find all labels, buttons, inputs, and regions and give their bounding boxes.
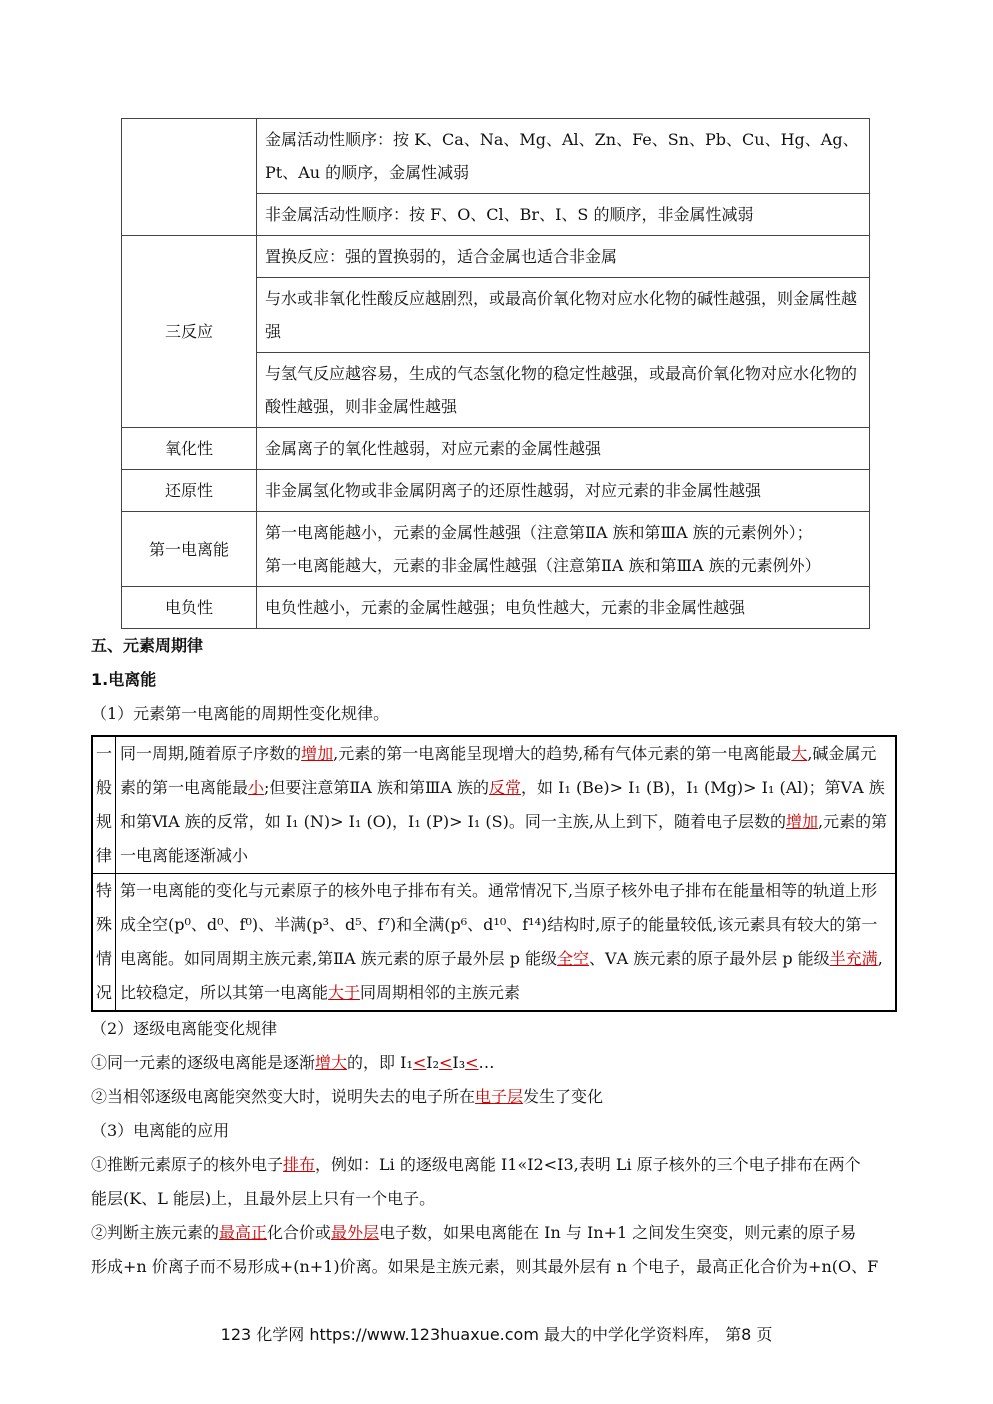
table-cell: 与氢气反应越容易，生成的气态氢化物的稳定性越强，或最高价氧化物对应水化物的酸性越强，则非金属性越强 bbox=[257, 353, 870, 428]
answer-blank: 大于 bbox=[328, 983, 361, 1002]
ionization-energy-table bbox=[91, 735, 897, 1012]
paragraph-line: 能层(K、L 能层)上，且最外层上只有一个电子。 bbox=[91, 1189, 436, 1208]
text-run: ①同一元素的逐级电离能是逐渐 bbox=[91, 1053, 316, 1072]
table-cell: 金属活动性顺序：按 K、Ca、Na、Mg、Al、Zn、Fe、Sn、Pb、Cu、Hg、Ag、Pt、Au 的顺序，金属性减弱 bbox=[257, 119, 870, 194]
text-run: 同一周期,随着原子序数的 bbox=[120, 744, 302, 763]
text-run: ①推断元素原子的核外电子 bbox=[91, 1155, 284, 1174]
row-label: 一般规律 bbox=[92, 736, 116, 874]
table-row bbox=[122, 428, 870, 470]
row-label: 特殊情况 bbox=[92, 874, 116, 1012]
row-label: 电负性 bbox=[122, 587, 257, 629]
answer-blank: 反常 bbox=[489, 778, 522, 797]
text-run: ，如 I₁ (Be)> I₁ (B)，I₁ (Mg)> I₁ (Al)；第ⅤA 族和第ⅥA 族的反常，如 I₁ (N)> I₁ (O)，I₁ (P)> I₁ (S)。同一主族,从上到下，随着电子层数的 bbox=[120, 778, 885, 831]
table-cell: 金属离子的氧化性越弱，对应元素的金属性越强 bbox=[257, 428, 870, 470]
answer-blank: 排布 bbox=[283, 1155, 316, 1174]
text-run: 同周期相邻的主族元素 bbox=[360, 983, 521, 1002]
item-title: （2）逐级电离能变化规律 bbox=[91, 1019, 278, 1038]
answer-blank: 半充满 bbox=[829, 949, 878, 968]
answer-blank: < bbox=[439, 1053, 453, 1072]
text-run: I₂ bbox=[426, 1053, 439, 1072]
answer-blank: 小 bbox=[248, 778, 265, 797]
table-row bbox=[122, 236, 870, 278]
paragraph-line bbox=[91, 1223, 856, 1243]
table-cell-empty bbox=[122, 119, 257, 236]
row-label: 还原性 bbox=[122, 470, 257, 512]
text-run: ②判断主族元素的 bbox=[91, 1223, 220, 1242]
row-label: 三反应 bbox=[122, 236, 257, 428]
paragraph-line: 形成+n 价离子而不易形成+(n+1)价离。如果是主族元素，则其最外层有 n 个电子，最高正化合价为+n(O、F bbox=[91, 1257, 879, 1276]
text-run: ;但要注意第ⅡA 族和第ⅢA 族的 bbox=[264, 778, 490, 797]
table-cell: 非金属活动性顺序：按 F、O、Cl、Br、I、S 的顺序，非金属性减弱 bbox=[257, 194, 870, 236]
table-row bbox=[122, 470, 870, 512]
text-run: ，例如：Li 的逐级电离能 I1«I2<I3,表明 Li 原子核外的三个电子排布在两个 bbox=[315, 1155, 861, 1174]
text-run: 电子数，如果电离能在 In 与 In+1 之间发生突变，则元素的原子易 bbox=[379, 1223, 857, 1242]
table-cell: 电负性越小，元素的金属性越强；电负性越大，元素的非金属性越强 bbox=[257, 587, 870, 629]
text-run: I₃ bbox=[452, 1053, 466, 1072]
answer-blank: 电子层 bbox=[475, 1087, 524, 1106]
table-cell: 非金属氢化物或非金属阴离子的还原性越弱，对应元素的非金属性越强 bbox=[257, 470, 870, 512]
table-row bbox=[122, 119, 870, 194]
row-label: 氧化性 bbox=[122, 428, 257, 470]
text-run: ,比较稳定，所以其第一电离能 bbox=[120, 949, 883, 1002]
text-run: 、ⅤA 族元素的原子最外层 p 能级 bbox=[589, 949, 830, 968]
text-run: 的，即 I₁ bbox=[347, 1053, 413, 1072]
element-properties-table bbox=[121, 118, 870, 629]
answer-blank: 大 bbox=[791, 744, 808, 763]
item-title: （3）电离能的应用 bbox=[91, 1121, 230, 1140]
text-run: ②当相邻逐级电离能突然变大时，说明失去的电子所在 bbox=[91, 1087, 476, 1106]
table-cell bbox=[116, 874, 897, 1012]
paragraph-line bbox=[91, 1087, 603, 1107]
text-run: ,元素的第一电离能呈现增大的趋势,稀有气体元素的第一电离能最 bbox=[333, 744, 792, 763]
answer-blank: 全空 bbox=[557, 949, 590, 968]
text-run: ,元素的第一电离能逐渐减小 bbox=[120, 812, 888, 865]
table-cell: 置换反应：强的置换弱的，适合金属也适合非金属 bbox=[257, 236, 870, 278]
page-footer: 123 化学网 https://www.123huaxue.com 最大的中学化学资料库， 第8 页 bbox=[220, 1325, 773, 1344]
row-label: 第一电离能 bbox=[122, 512, 257, 587]
answer-blank: < bbox=[465, 1053, 479, 1072]
table-row bbox=[92, 736, 896, 874]
answer-blank: 增大 bbox=[315, 1053, 348, 1072]
text-run: 化合价或 bbox=[267, 1223, 332, 1242]
paragraph-line bbox=[91, 1155, 861, 1175]
table-cell bbox=[116, 736, 897, 874]
table-cell: 与水或非氧化性酸反应越剧烈，或最高价氧化物对应水化物的碱性越强，则金属性越强 bbox=[257, 278, 870, 353]
table-row bbox=[92, 874, 896, 1012]
text-run: ,碱金属元素的第一电离能最 bbox=[120, 744, 877, 797]
text-run: 第一电离能的变化与元素原子的核外电子排布有关。通常情况下,当原子核外电子排布在能量相等的轨道上形成全空(p⁰、d⁰、f⁰)、半满(p³、d⁵、f⁷)和全满(p⁶、d¹⁰、f¹⁴)结构时,原子的能量较低,该元素具有较大的第一电离能。如同周期主族元素,第ⅡA 族元素的原子最外层 p 能级 bbox=[120, 881, 878, 968]
section-title: 五、元素周期律 bbox=[91, 636, 204, 655]
subsection-title: 1.电离能 bbox=[91, 670, 157, 689]
answer-blank: 最高正 bbox=[219, 1223, 268, 1242]
cell-line: 第一电离能越小，元素的金属性越强（注意第ⅡA 族和第ⅢA 族的元素例外）； bbox=[265, 523, 813, 542]
cell-line: 第一电离能越大，元素的非金属性越强（注意第ⅡA 族和第ⅢA 族的元素例外） bbox=[265, 556, 821, 575]
answer-blank: 增加 bbox=[785, 812, 818, 831]
table-row bbox=[122, 512, 870, 587]
text-run: … bbox=[478, 1053, 495, 1072]
table-row bbox=[122, 587, 870, 629]
item-title: （1）元素第一电离能的周期性变化规律。 bbox=[91, 704, 390, 723]
text-run: 发生了变化 bbox=[523, 1087, 604, 1106]
table-cell bbox=[257, 512, 870, 587]
answer-blank: < bbox=[412, 1053, 427, 1072]
answer-blank: 最外层 bbox=[331, 1223, 380, 1242]
paragraph-line bbox=[91, 1053, 495, 1073]
answer-blank: 增加 bbox=[301, 744, 334, 763]
